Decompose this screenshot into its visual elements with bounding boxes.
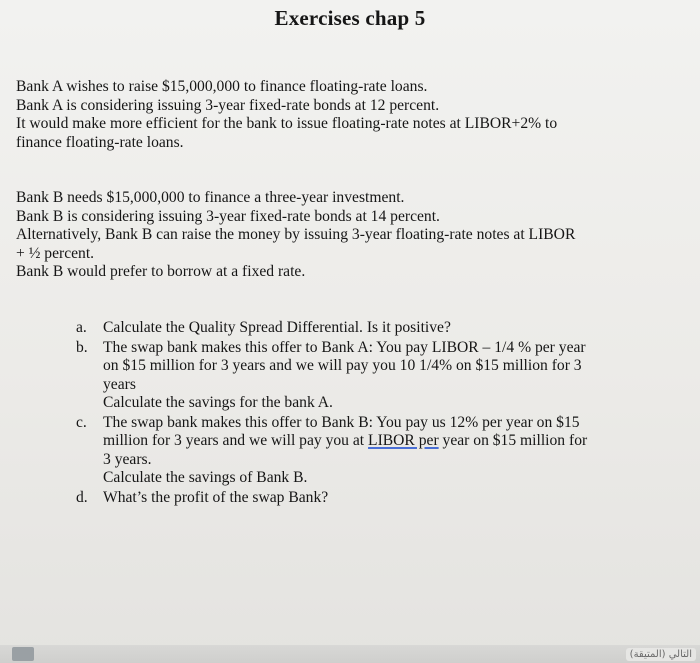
question-line-mixed (103, 432, 690, 451)
paragraph-line: It would make more efficient for the bank to issue floating-rate notes at LIBOR+2% to (16, 115, 558, 132)
paragraph-line: Bank B needs $15,000,000 to finance a three-year investment. (16, 189, 405, 206)
question-line: 3 years. (103, 450, 152, 468)
paragraph-line: Bank B would prefer to borrow at a fixed rate. (16, 263, 306, 280)
question-text: year on $15 million for (438, 432, 588, 449)
paragraph-line: Bank B is considering issuing 3-year fixed-rate bonds at 14 percent. (16, 207, 440, 225)
question-line: The swap bank makes this offer to Bank A: You pay LIBOR – 1/4 % per year (103, 338, 586, 356)
question-marker: d. (76, 488, 88, 506)
question-list (70, 319, 690, 508)
question-a (70, 319, 690, 338)
toolbar-button-icon[interactable] (12, 647, 34, 661)
paragraph-line: Bank A is considering issuing 3-year fixed-rate bonds at 12 percent. (16, 96, 440, 114)
paragraph-line: finance floating-rate loans. (16, 133, 184, 151)
paragraph-line: Bank A wishes to raise $15,000,000 to finance floating-rate loans. (16, 78, 428, 95)
paragraph-bank-b (16, 189, 696, 282)
question-marker: c. (76, 413, 87, 431)
question-marker: b. (76, 338, 88, 356)
question-line: years (103, 375, 136, 393)
bottom-toolbar (0, 645, 700, 663)
question-line: Calculate the Quality Spread Differential. Is it positive? (103, 319, 451, 336)
question-b (70, 339, 690, 413)
question-line: Calculate the savings of Bank B. (103, 469, 308, 486)
paragraph-line: Alternatively, Bank B can raise the money by issuing 3-year floating-rate notes at LIBOR (16, 226, 576, 243)
paragraph-bank-a (16, 78, 696, 152)
question-line: The swap bank makes this offer to Bank B: You pay us 12% per year on $15 (103, 413, 580, 431)
question-line: on $15 million for 3 years and we will pay you 10 1/4% on $15 million for 3 (103, 357, 582, 374)
question-marker: a. (76, 319, 87, 336)
page-title: Exercises chap 5 (274, 6, 426, 30)
next-button[interactable]: التالي (المتيقة) (626, 648, 696, 661)
question-line: What’s the profit of the swap Bank? (103, 488, 329, 506)
paragraph-line: + ½ percent. (16, 244, 95, 262)
question-text: million for 3 years and we will pay you at (103, 432, 369, 449)
question-d (70, 489, 690, 508)
question-c (70, 414, 690, 488)
question-line: Calculate the savings for the bank A. (103, 394, 333, 411)
underlined-libor-per: LIBOR per (368, 432, 439, 449)
